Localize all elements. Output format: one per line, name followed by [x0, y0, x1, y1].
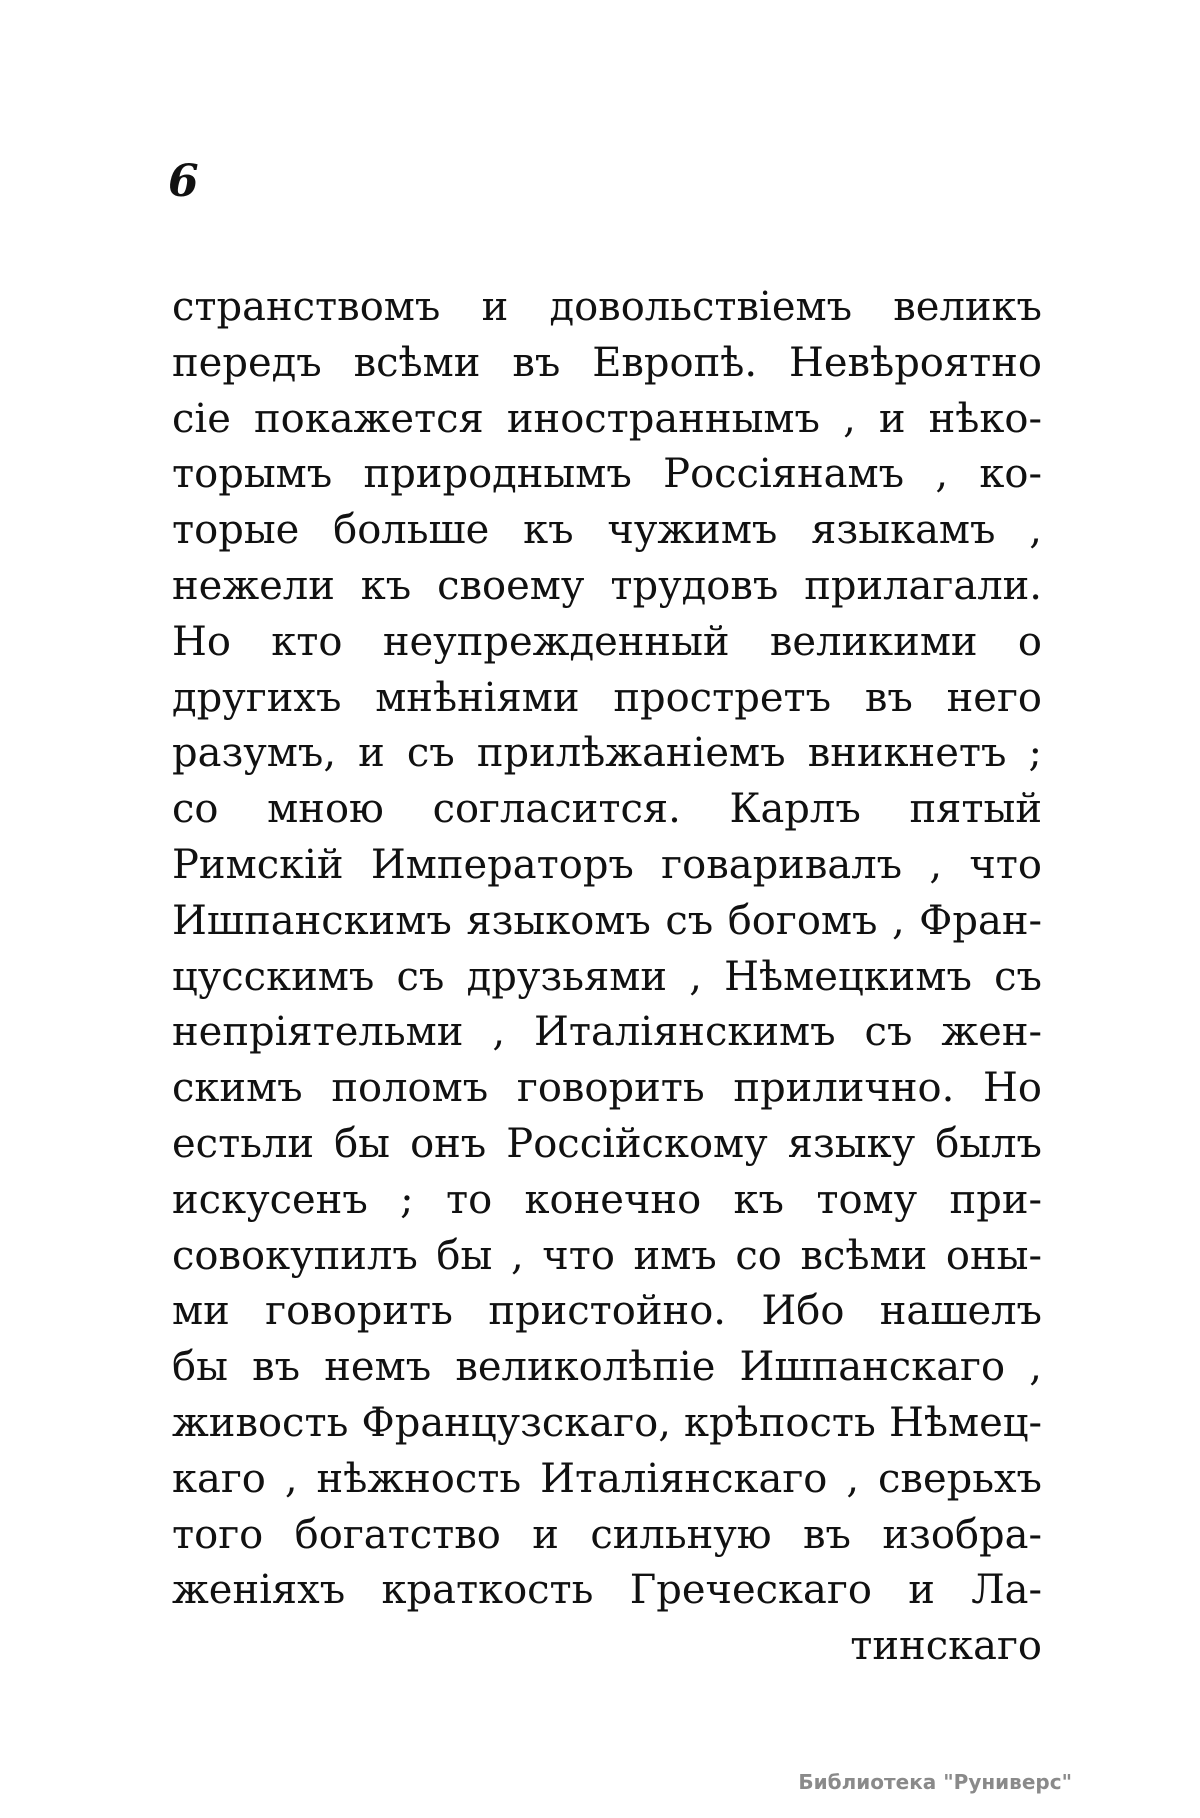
body-text	[172, 280, 1042, 1675]
text-line: разумъ, и съ прилѣжаніемъ вникнетъ ;	[172, 730, 1042, 777]
text-line: скимъ поломъ говорить прилично. Но	[172, 1065, 1042, 1112]
text-line: торымъ природнымъ Россіянамъ , ко-	[172, 451, 1042, 498]
text-line: каго , нѣжность Италіянскаго , сверьхъ	[172, 1455, 1042, 1502]
text-line: естьли бы онъ Россійскому языку былъ	[172, 1120, 1042, 1167]
text-line: нежели къ своему трудовъ прилагали.	[172, 562, 1042, 609]
text-line: Но кто неупрежденный великими о	[172, 618, 1042, 665]
text-line: совокупилъ бы , что имъ со всѣми оны-	[172, 1232, 1042, 1279]
text-line: странствомъ и довольствіемъ великъ	[172, 284, 1042, 330]
text-line: женіяхъ краткость Греческаго и Ла-	[172, 1567, 1042, 1614]
text-line: непріятельми , Италіянскимъ съ жен-	[172, 1009, 1042, 1056]
catchword-line: тинскаго	[850, 1623, 1042, 1670]
text-line: того богатство и сильную въ изобра-	[172, 1511, 1042, 1558]
text-line: цусскимъ съ друзьями , Нѣмецкимъ съ	[172, 953, 1042, 1000]
library-watermark: Библиотека "Руниверс"	[798, 1770, 1072, 1794]
text-line: торые больше къ чужимъ языкамъ ,	[172, 507, 1042, 554]
text-line: со мною согласится. Карлъ пятый	[172, 786, 1042, 833]
text-line: бы въ немъ великолѣпіе Ишпанскаго ,	[172, 1344, 1042, 1391]
text-line: сіе покажется иностраннымъ , и нѣко-	[172, 395, 1042, 442]
text-line: передъ всѣми въ Европѣ. Невѣроятно	[172, 339, 1042, 386]
text-line: искусенъ ; то конечно къ тому при-	[172, 1176, 1042, 1223]
text-line: Римскій Императоръ говаривалъ , что	[172, 841, 1042, 888]
text-line: ми говорить пристойно. Ибо нашелъ	[172, 1288, 1042, 1335]
text-line: другихъ мнѣніями простретъ въ него	[172, 674, 1042, 721]
text-line: живость Французскаго, крѣпость Нѣмец-	[172, 1399, 1042, 1446]
text-line: Ишпанскимъ языкомъ съ богомъ , Фран-	[172, 897, 1042, 944]
page-number: 6	[168, 156, 199, 207]
